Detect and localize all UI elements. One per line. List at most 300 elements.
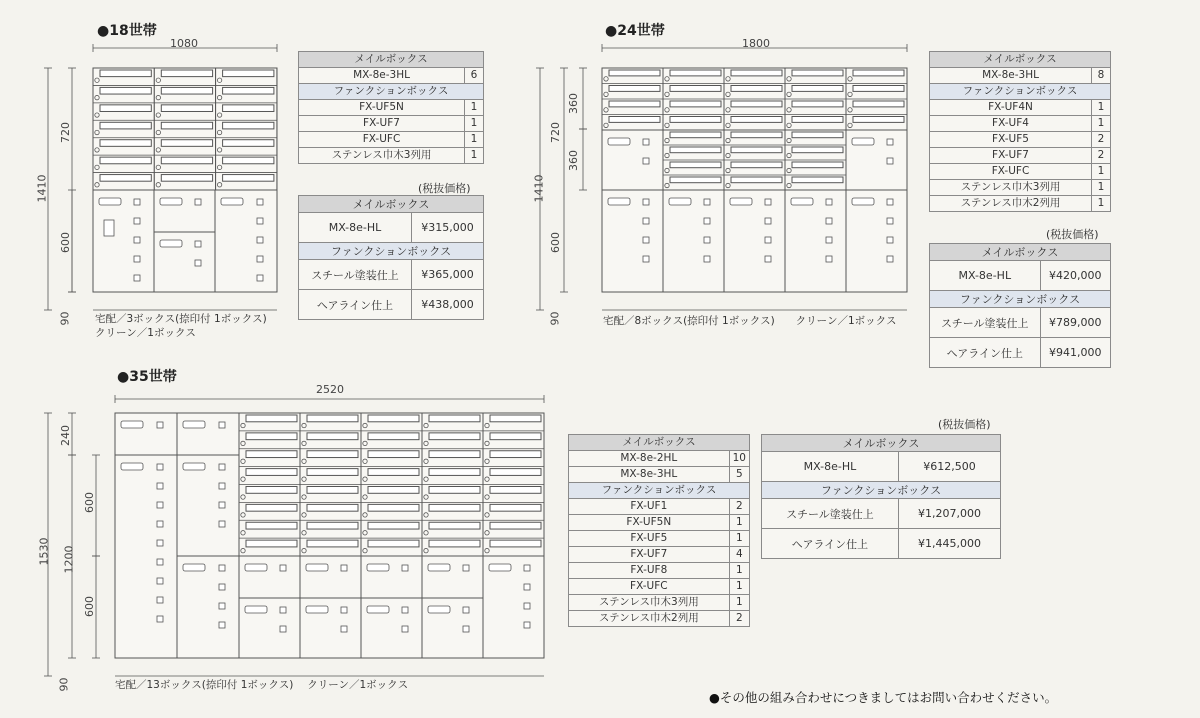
- quantity: 1: [729, 579, 749, 595]
- height-600b-35: 600: [83, 596, 96, 617]
- mail-slot: [368, 469, 419, 476]
- table-row: [930, 308, 1111, 338]
- delivery-box: [422, 556, 483, 598]
- button-icon: [157, 578, 163, 584]
- button-icon: [887, 256, 893, 262]
- mail-slot: [223, 157, 274, 164]
- button-icon: [765, 237, 771, 243]
- button-icon: [157, 597, 163, 603]
- table-row: [762, 499, 1001, 529]
- button-icon: [219, 603, 225, 609]
- button-icon: [402, 626, 408, 632]
- table-row: [930, 164, 1111, 180]
- mail-slot: [490, 451, 541, 458]
- button-icon: [134, 199, 140, 205]
- model-name: FX-UF7: [299, 116, 465, 132]
- button-icon: [643, 256, 649, 262]
- model-name: FX-UFC: [569, 579, 730, 595]
- height-600a-35: 600: [83, 492, 96, 513]
- note-18-line2: クリーン／1ボックス: [95, 327, 196, 339]
- mail-slot: [609, 70, 660, 76]
- mail-slot: [246, 469, 297, 476]
- quantity: 1: [1092, 180, 1111, 196]
- table-row: [569, 467, 750, 483]
- button-icon: [134, 237, 140, 243]
- button-icon: [280, 626, 286, 632]
- button-icon: [219, 565, 225, 571]
- keypad-lock-icon: [428, 606, 450, 613]
- mail-slot: [670, 132, 721, 138]
- button-icon: [887, 237, 893, 243]
- price-table-35: [761, 434, 1001, 559]
- price-head-mail: メイルボックス: [299, 196, 484, 213]
- keypad-lock-icon: [160, 198, 182, 205]
- mail-slot: [429, 469, 480, 476]
- button-icon: [157, 540, 163, 546]
- price-head-mail: メイルボックス: [930, 244, 1111, 261]
- keypad-lock-icon: [489, 564, 511, 571]
- button-icon: [280, 565, 286, 571]
- mail-slot: [731, 147, 782, 153]
- table-row: [569, 531, 750, 547]
- delivery-box: [239, 556, 300, 598]
- model-name: FX-UF5: [569, 531, 730, 547]
- mail-slot: [368, 504, 419, 511]
- mail-slot: [853, 117, 904, 123]
- mail-slot: [223, 70, 274, 77]
- mail-slot: [246, 487, 297, 494]
- table-row: [569, 499, 750, 515]
- table-row: [930, 338, 1111, 368]
- height-lower-18: 600: [59, 232, 72, 253]
- mail-slot: [731, 86, 782, 92]
- model-name: FX-UF5N: [569, 515, 730, 531]
- mail-slot: [792, 70, 843, 76]
- button-icon: [219, 622, 225, 628]
- height-total-35: 1530: [37, 537, 51, 566]
- mail-slot: [161, 87, 212, 94]
- mail-slot: [429, 487, 480, 494]
- mail-slot: [429, 433, 480, 440]
- mail-slot: [307, 415, 358, 422]
- model-name: ステンレス巾木3列用: [930, 180, 1092, 196]
- button-icon: [219, 483, 225, 489]
- keypad-lock-icon: [221, 198, 243, 205]
- keypad-lock-icon: [245, 564, 267, 571]
- mail-slot: [100, 157, 151, 164]
- seal-stamp-icon: [104, 220, 114, 236]
- quantity: 1: [729, 595, 749, 611]
- note-24: 宅配／8ボックス(捺印付 1ボックス) クリーン／1ボックス: [603, 315, 897, 327]
- mail-slot: [307, 451, 358, 458]
- keypad-lock-icon: [183, 421, 205, 428]
- mail-slot: [368, 451, 419, 458]
- quantity: 2: [1092, 148, 1111, 164]
- table-row: [930, 148, 1111, 164]
- mail-slot: [246, 415, 297, 422]
- table-row: [762, 452, 1001, 482]
- mail-slot: [246, 451, 297, 458]
- mail-slot: [223, 105, 274, 112]
- button-icon: [826, 199, 832, 205]
- button-icon: [643, 218, 649, 224]
- table-row: [569, 547, 750, 563]
- button-icon: [887, 199, 893, 205]
- keypad-lock-icon: [306, 564, 328, 571]
- table-row: [930, 132, 1111, 148]
- width-dim-24: 1800: [742, 37, 770, 50]
- keypad-lock-icon: [608, 138, 630, 145]
- finish-label: スチール塗装仕上: [762, 499, 899, 529]
- keypad-lock-icon: [608, 198, 630, 205]
- spec-head-mail: メイルボックス: [299, 52, 484, 68]
- button-icon: [219, 521, 225, 527]
- mail-slot: [490, 469, 541, 476]
- mail-slot: [792, 147, 843, 153]
- base-dim-24: 90: [548, 311, 562, 326]
- model-name: MX-8e-HL: [299, 213, 412, 243]
- button-icon: [157, 483, 163, 489]
- mail-slot: [670, 70, 721, 76]
- delivery-box: [361, 556, 422, 598]
- table-row: [930, 100, 1111, 116]
- keypad-lock-icon: [669, 198, 691, 205]
- quantity: 1: [1092, 196, 1111, 212]
- finish-label: スチール塗装仕上: [299, 260, 412, 290]
- mail-slot: [246, 522, 297, 529]
- button-icon: [704, 199, 710, 205]
- model-name: MX-8e-3HL: [299, 68, 465, 84]
- table-row: [299, 290, 484, 320]
- mail-slot: [246, 504, 297, 511]
- mail-slot: [731, 162, 782, 168]
- button-icon: [157, 521, 163, 527]
- button-icon: [157, 559, 163, 565]
- button-icon: [257, 256, 263, 262]
- button-icon: [257, 199, 263, 205]
- spec-table-24: [929, 51, 1111, 212]
- table-row: [930, 196, 1111, 212]
- delivery-box: [177, 413, 239, 455]
- button-icon: [643, 158, 649, 164]
- button-icon: [765, 199, 771, 205]
- table-row: [299, 260, 484, 290]
- quantity: 1: [729, 515, 749, 531]
- keypad-lock-icon: [367, 606, 389, 613]
- mail-slot: [429, 540, 480, 547]
- mail-slot: [670, 117, 721, 123]
- mail-slot: [100, 70, 151, 77]
- button-icon: [257, 237, 263, 243]
- button-icon: [887, 218, 893, 224]
- button-icon: [134, 275, 140, 281]
- mail-slot: [307, 469, 358, 476]
- delivery-box: [300, 556, 361, 598]
- mail-slot: [853, 86, 904, 92]
- model-name: FX-UF4: [930, 116, 1092, 132]
- mail-slot: [246, 540, 297, 547]
- mail-slot: [368, 433, 419, 440]
- quantity: 1: [729, 531, 749, 547]
- button-icon: [463, 626, 469, 632]
- spec-head-function: ファンクションボックス: [569, 483, 750, 499]
- finish-label: ヘアライン仕上: [762, 529, 899, 559]
- mail-slot: [307, 540, 358, 547]
- mail-slot: [307, 522, 358, 529]
- mail-slot: [731, 177, 782, 183]
- model-name: FX-UF7: [569, 547, 730, 563]
- section-title-18: ●18世帯: [97, 23, 157, 39]
- keypad-lock-icon: [183, 564, 205, 571]
- delivery-box: [115, 413, 177, 455]
- button-icon: [402, 565, 408, 571]
- mail-slot: [161, 122, 212, 129]
- price-value: ¥789,000: [1040, 308, 1110, 338]
- table-row: [299, 148, 484, 164]
- price-table-24: [929, 243, 1111, 368]
- mail-slot: [223, 140, 274, 147]
- table-row: [569, 563, 750, 579]
- model-name: FX-UF4N: [930, 100, 1092, 116]
- table-row: [930, 261, 1111, 291]
- price-value: ¥941,000: [1040, 338, 1110, 368]
- model-name: FX-UF7: [930, 148, 1092, 164]
- quantity: 1: [1092, 100, 1111, 116]
- keypad-lock-icon: [730, 198, 752, 205]
- button-icon: [765, 218, 771, 224]
- footer-note: ●その他の組み合わせにつきましてはお問い合わせください。: [709, 690, 1058, 705]
- table-row: [299, 116, 484, 132]
- mail-slot: [490, 415, 541, 422]
- mail-slot: [161, 105, 212, 112]
- mail-slot: [670, 177, 721, 183]
- button-icon: [524, 565, 530, 571]
- height-360b-24: 360: [567, 150, 580, 171]
- keypad-lock-icon: [852, 138, 874, 145]
- table-row: [569, 451, 750, 467]
- height-upper-24: 720: [549, 122, 562, 143]
- mail-slot: [490, 433, 541, 440]
- button-icon: [826, 218, 832, 224]
- delivery-box: [154, 190, 215, 232]
- mail-slot: [246, 433, 297, 440]
- height-upper-18: 720: [59, 122, 72, 143]
- keypad-lock-icon: [121, 463, 143, 470]
- keypad-lock-icon: [245, 606, 267, 613]
- keypad-lock-icon: [428, 564, 450, 571]
- button-icon: [704, 237, 710, 243]
- button-icon: [257, 218, 263, 224]
- spec-head-mail: メイルボックス: [930, 52, 1111, 68]
- keypad-lock-icon: [367, 564, 389, 571]
- button-icon: [643, 237, 649, 243]
- mail-slot: [731, 117, 782, 123]
- button-icon: [219, 464, 225, 470]
- model-name: MX-8e-3HL: [930, 68, 1092, 84]
- model-name: MX-8e-3HL: [569, 467, 730, 483]
- button-icon: [219, 502, 225, 508]
- model-name: ステンレス巾木3列用: [299, 148, 465, 164]
- button-icon: [280, 607, 286, 613]
- model-name: ステンレス巾木2列用: [930, 196, 1092, 212]
- mail-slot: [792, 132, 843, 138]
- tax-note-35: (税抜価格): [938, 418, 991, 431]
- finish-label: スチール塗装仕上: [930, 308, 1041, 338]
- finish-label: ヘアライン仕上: [930, 338, 1041, 368]
- keypad-lock-icon: [306, 606, 328, 613]
- price-value: ¥315,000: [412, 213, 484, 243]
- price-value: ¥438,000: [412, 290, 484, 320]
- price-head-mail: メイルボックス: [762, 435, 1001, 452]
- model-name: FX-UFC: [930, 164, 1092, 180]
- mail-slot: [792, 162, 843, 168]
- button-icon: [219, 584, 225, 590]
- table-row: [930, 116, 1111, 132]
- mail-slot: [792, 86, 843, 92]
- mail-slot: [368, 415, 419, 422]
- mail-slot: [161, 175, 212, 182]
- button-icon: [463, 565, 469, 571]
- keypad-lock-icon: [791, 198, 813, 205]
- button-icon: [524, 622, 530, 628]
- mail-slot: [792, 177, 843, 183]
- button-icon: [463, 607, 469, 613]
- table-row: [569, 579, 750, 595]
- button-icon: [643, 199, 649, 205]
- mail-slot: [670, 86, 721, 92]
- mail-slot: [429, 504, 480, 511]
- button-icon: [704, 256, 710, 262]
- button-icon: [524, 603, 530, 609]
- mail-slot: [161, 140, 212, 147]
- table-row: [299, 132, 484, 148]
- mail-slot: [792, 101, 843, 107]
- model-name: MX-8e-HL: [930, 261, 1041, 291]
- button-icon: [195, 260, 201, 266]
- mail-slot: [731, 70, 782, 76]
- mail-slot: [609, 86, 660, 92]
- button-icon: [765, 256, 771, 262]
- button-icon: [134, 256, 140, 262]
- table-row: [930, 180, 1111, 196]
- note-18-line1: 宅配／3ボックス(捺印付 1ボックス): [95, 313, 267, 325]
- mail-slot: [670, 162, 721, 168]
- mail-slot: [307, 504, 358, 511]
- mail-slot: [100, 122, 151, 129]
- button-icon: [157, 502, 163, 508]
- delivery-box: [115, 455, 177, 658]
- spec-head-function: ファンクションボックス: [930, 84, 1111, 100]
- button-icon: [157, 422, 163, 428]
- mail-slot: [429, 522, 480, 529]
- quantity: 4: [729, 547, 749, 563]
- button-icon: [341, 565, 347, 571]
- mail-slot: [429, 415, 480, 422]
- quantity: 1: [465, 148, 484, 164]
- spec-table-35: [568, 434, 750, 627]
- button-icon: [887, 158, 893, 164]
- mail-slot: [368, 487, 419, 494]
- button-icon: [643, 139, 649, 145]
- model-name: ステンレス巾木3列用: [569, 595, 730, 611]
- quantity: 1: [465, 132, 484, 148]
- button-icon: [402, 607, 408, 613]
- button-icon: [704, 218, 710, 224]
- keypad-lock-icon: [160, 240, 182, 247]
- quantity: 2: [1092, 132, 1111, 148]
- height-top-35: 240: [59, 425, 72, 446]
- price-value: ¥1,445,000: [898, 529, 1000, 559]
- button-icon: [257, 275, 263, 281]
- width-dim-18: 1080: [170, 37, 198, 50]
- mail-slot: [429, 451, 480, 458]
- keypad-lock-icon: [99, 198, 121, 205]
- button-icon: [157, 616, 163, 622]
- mail-slot: [223, 122, 274, 129]
- model-name: FX-UF1: [569, 499, 730, 515]
- table-row: [762, 529, 1001, 559]
- section-title-35: ●35世帯: [117, 369, 177, 385]
- mail-slot: [307, 487, 358, 494]
- quantity: 1: [465, 100, 484, 116]
- mail-slot: [609, 101, 660, 107]
- base-dim-18: 90: [58, 311, 72, 326]
- keypad-lock-icon: [852, 198, 874, 205]
- quantity: 1: [729, 563, 749, 579]
- model-name: MX-8e-2HL: [569, 451, 730, 467]
- table-row: [569, 515, 750, 531]
- table-row: [299, 100, 484, 116]
- mail-slot: [368, 540, 419, 547]
- mail-slot: [100, 87, 151, 94]
- table-row: [569, 595, 750, 611]
- table-row: [569, 611, 750, 627]
- button-icon: [195, 241, 201, 247]
- mail-slot: [368, 522, 419, 529]
- mail-slot: [161, 157, 212, 164]
- keypad-lock-icon: [121, 421, 143, 428]
- mail-slot: [490, 504, 541, 511]
- mail-slot: [161, 70, 212, 77]
- mail-slot: [731, 132, 782, 138]
- quantity: 8: [1092, 68, 1111, 84]
- table-row: [930, 68, 1111, 84]
- height-total-24: 1410: [532, 174, 546, 203]
- button-icon: [887, 139, 893, 145]
- quantity: 5: [729, 467, 749, 483]
- quantity: 2: [729, 611, 749, 627]
- button-icon: [341, 607, 347, 613]
- mail-slot: [490, 522, 541, 529]
- button-icon: [826, 256, 832, 262]
- model-name: ステンレス巾木2列用: [569, 611, 730, 627]
- mail-slot: [853, 70, 904, 76]
- width-dim-35: 2520: [316, 383, 344, 396]
- model-name: MX-8e-HL: [762, 452, 899, 482]
- spec-table-18: [298, 51, 484, 164]
- mail-slot: [853, 101, 904, 107]
- height-mid-35: 1200: [62, 545, 76, 574]
- base-dim-35: 90: [57, 677, 71, 692]
- table-row: [299, 68, 484, 84]
- mail-slot: [100, 175, 151, 182]
- price-table-18: [298, 195, 484, 320]
- mail-slot: [792, 117, 843, 123]
- button-icon: [195, 199, 201, 205]
- spec-head-mail: メイルボックス: [569, 435, 750, 451]
- mail-slot: [670, 101, 721, 107]
- spec-head-function: ファンクションボックス: [299, 84, 484, 100]
